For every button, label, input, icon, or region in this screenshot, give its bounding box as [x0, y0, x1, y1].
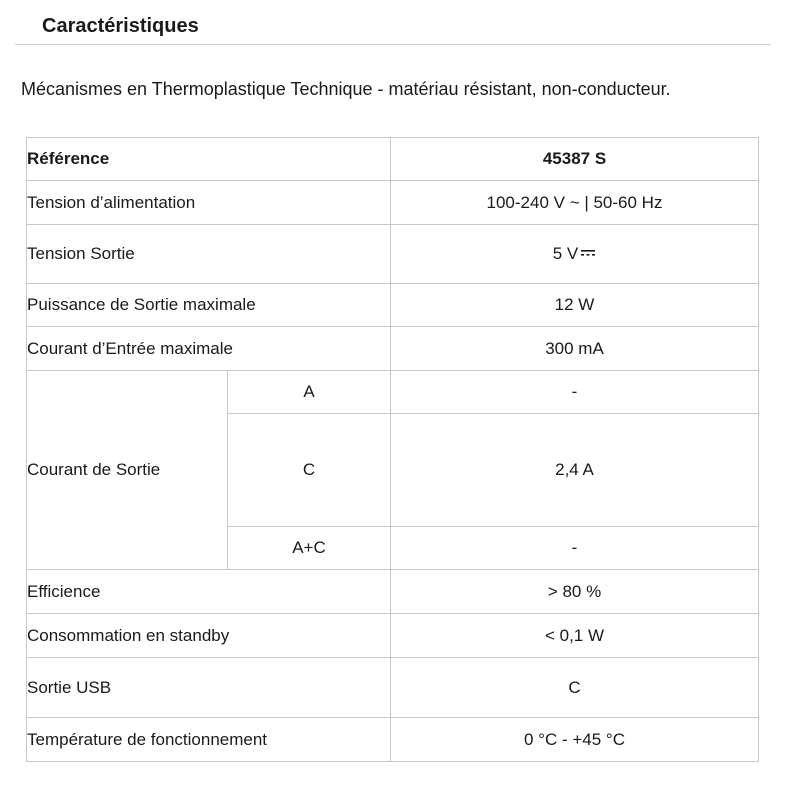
sub-row-label: A	[228, 371, 391, 414]
sub-row-value: -	[391, 371, 759, 414]
table-row	[27, 614, 759, 658]
table-row	[27, 570, 759, 614]
table-row	[27, 658, 759, 718]
reference-label: Référence	[27, 138, 391, 181]
table-row	[27, 327, 759, 371]
row-value: 12 W	[391, 284, 759, 327]
dc-current-icon	[580, 249, 596, 257]
sub-row-value: -	[391, 527, 759, 570]
reference-value: 45387 S	[391, 138, 759, 181]
specifications-table	[26, 137, 759, 762]
table-row	[27, 284, 759, 327]
row-value: C	[391, 658, 759, 718]
section-title: Caractéristiques	[42, 15, 199, 37]
row-label: Courant d’Entrée maximale	[27, 327, 391, 371]
row-label: Puissance de Sortie maximale	[27, 284, 391, 327]
sub-row-value: 2,4 A	[391, 414, 759, 527]
sub-row-label: C	[228, 414, 391, 527]
row-value: 5 V	[552, 244, 579, 263]
table-row	[27, 138, 759, 181]
row-value: 0 °C - +45 °C	[391, 718, 759, 762]
table-row	[27, 181, 759, 225]
sub-row-label: A+C	[228, 527, 391, 570]
row-value: 100-240 V ~ | 50-60 Hz	[391, 181, 759, 225]
row-label: Efficience	[27, 570, 391, 614]
title-divider	[15, 44, 771, 45]
table-row	[27, 225, 759, 284]
row-label: Sortie USB	[27, 658, 391, 718]
output-voltage-cell	[391, 225, 759, 284]
table-row	[27, 371, 759, 414]
output-current-label: Courant de Sortie	[27, 371, 228, 570]
row-label: Tension Sortie	[27, 225, 391, 284]
table-row	[27, 718, 759, 762]
row-value: < 0,1 W	[391, 614, 759, 658]
row-label: Consommation en standby	[27, 614, 391, 658]
row-label: Température de fonctionnement	[27, 718, 391, 762]
row-label: Tension d’alimentation	[27, 181, 391, 225]
description-text: Mécanismes en Thermoplastique Technique - matériau résistant, non-conducteur.	[21, 79, 671, 99]
row-value: 300 mA	[391, 327, 759, 371]
row-value: > 80 %	[391, 570, 759, 614]
